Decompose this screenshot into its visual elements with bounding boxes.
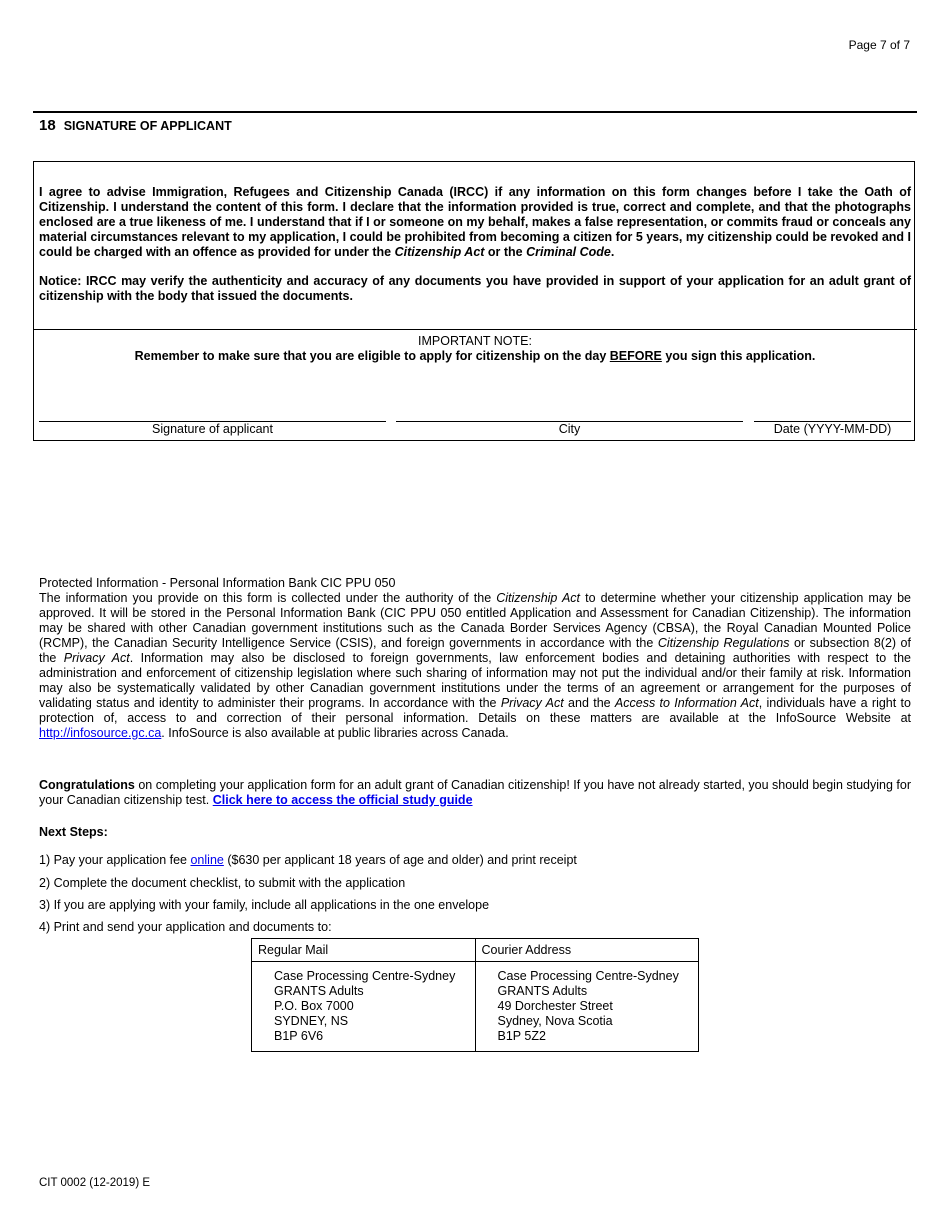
important-note	[33, 334, 917, 364]
important-note-line	[135, 349, 816, 363]
privacy-heading: Protected Information - Personal Information Bank CIC PPU 050	[39, 576, 396, 590]
important-note-heading: IMPORTANT NOTE:	[418, 334, 532, 348]
address-line: B1P 5Z2	[497, 1029, 546, 1043]
infosource-link[interactable]: http://infosource.gc.ca	[39, 726, 162, 740]
address-line: 49 Dorchester Street	[497, 999, 613, 1013]
declaration-divider	[33, 329, 917, 330]
congrats-bold: Congratulations	[39, 778, 135, 792]
privacy-i5: Access to Information Act	[614, 696, 759, 710]
section-number: 18	[39, 117, 56, 134]
privacy-i3: Privacy Act	[63, 651, 130, 665]
privacy-i4: Privacy Act	[500, 696, 564, 710]
declaration-paragraph	[39, 185, 911, 260]
study-guide-link[interactable]: Click here to access the official study guide	[212, 793, 473, 807]
form-code: CIT 0002 (12-2019) E	[39, 1177, 151, 1189]
courier-address	[475, 962, 699, 1052]
privacy-t2: to determine whether your citizenship application may be approved. It will be stored in the Personal Information Bank (CIC PPU 050 entitled Application and Assessment for Canadian Citizenship). The information may be shared with other Canadian government institutions such as the Canada Border Services Agency (CBSA), the Royal Canadian Mounted Police (RCMP), the Canadian Security Intelligence Service (CSIS), and foreign governments in accordance with the	[39, 591, 911, 650]
notice-paragraph: Notice: IRCC may verify the authenticity and accuracy of any documents you have provided in support of your application for an adult grant of citizenship with the body that issued the documents.	[39, 274, 911, 303]
important-emphasis: BEFORE	[609, 349, 662, 363]
citizenship-act-ref: Citizenship Act	[394, 245, 485, 259]
congrats-text: on completing your application form for an adult grant of Canadian citizenship! If you have not already started, you should begin studying for your Canadian citizenship test.	[39, 778, 912, 807]
address-line: GRANTS Adults	[497, 984, 588, 998]
privacy-body	[39, 591, 911, 741]
declaration-part1: I agree to advise Immigration, Refugees and Citizenship Canada (IRCC) if any information on this form changes before I take the Oath of Citizenship. I understand the content of this form. I declare that the information provided is true, correct and complete, and that the photographs enclosed are a true likeness of me. I understand that if I or someone on my behalf, makes a false representation, or commits fraud or conceals any material circumstances relevant to my application, I could be prohibited from becoming a citizen for 5 years, my citizenship could be revoked and I could be charged with an offence as provided for under the	[39, 185, 911, 259]
online-payment-link[interactable]: online	[190, 853, 224, 867]
privacy-notice	[39, 576, 911, 741]
address-line: Case Processing Centre-Sydney	[274, 969, 456, 983]
step-2: 2) Complete the document checklist, to submit with the application	[39, 876, 406, 890]
section-divider	[33, 111, 917, 113]
courier-header: Courier Address	[475, 939, 699, 962]
step1-post: ($630 per applicant 18 years of age and older) and print receipt	[223, 853, 577, 867]
section-title	[39, 117, 232, 134]
date-label: Date (YYYY-MM-DD)	[773, 422, 892, 436]
important-after: you sign this application.	[661, 349, 816, 363]
address-line: P.O. Box 7000	[274, 999, 354, 1013]
address-line: Sydney, Nova Scotia	[497, 1014, 613, 1028]
address-line: B1P 6V6	[274, 1029, 324, 1043]
step-4: 4) Print and send your application and documents to:	[39, 920, 332, 934]
privacy-t4: . Information may also be disclosed to foreign governments, law enforcement bodies and detaining authorities with respect to the administration and enforcement of citizenship legislation where such sharing of information may not put the individual and/or their family at risk. Information may also be systematically validated by other Canadian government institutions under the terms of an agreement or arrangement for the purposes of validating status and identity to administer their programs. In accordance with the	[39, 651, 911, 710]
privacy-t1: The information you provide on this form is collected under the authority of the	[39, 591, 497, 605]
address-line: SYDNEY, NS	[274, 1014, 349, 1028]
section-title-text: SIGNATURE OF APPLICANT	[63, 119, 232, 133]
address-table	[251, 938, 699, 1052]
page-number: Page 7 of 7	[848, 38, 910, 52]
privacy-t3: or subsection 8(2) of the	[39, 636, 911, 665]
declaration-end: .	[610, 245, 615, 259]
address-line: Case Processing Centre-Sydney	[497, 969, 679, 983]
step-3: 3) If you are applying with your family, include all applications in the one envelope	[39, 898, 490, 912]
declaration-text	[39, 185, 911, 318]
privacy-t7: . InfoSource is also available at public libraries across Canada.	[161, 726, 509, 740]
congratulations	[39, 778, 911, 808]
privacy-i2: Citizenship Regulations	[657, 636, 790, 650]
signature-label: Signature of applicant	[152, 422, 273, 436]
privacy-t6: , individuals have a right to protection of, access to and correction of their personal information. Details on these matters are available at the InfoSource Website at	[39, 696, 911, 725]
declaration-or: or the	[484, 245, 527, 259]
regular-mail-address	[252, 962, 476, 1052]
criminal-code-ref: Criminal Code	[526, 245, 611, 259]
privacy-t5: and the	[563, 696, 615, 710]
city-label: City	[558, 422, 581, 436]
step1-pre: 1) Pay your application fee	[39, 853, 191, 867]
address-line: GRANTS Adults	[274, 984, 364, 998]
step-1	[39, 853, 577, 867]
regular-mail-header: Regular Mail	[252, 939, 476, 962]
important-before: Remember to make sure that you are eligible to apply for citizenship on the day	[134, 349, 610, 363]
privacy-i1: Citizenship Act	[496, 591, 581, 605]
next-steps-heading: Next Steps:	[39, 825, 108, 839]
